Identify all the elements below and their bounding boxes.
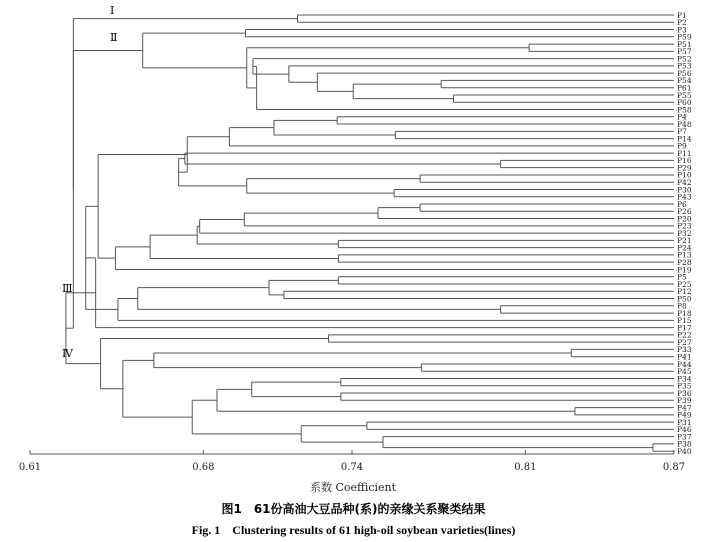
leaf-label: P27 <box>677 337 692 347</box>
leaf-label: P21 <box>677 236 692 246</box>
x-tick-label: 0.81 <box>514 462 537 473</box>
dendrogram-branches <box>66 15 674 451</box>
leaf-label: P20 <box>677 214 692 224</box>
leaf-label: P51 <box>677 39 692 49</box>
leaf-labels <box>677 11 692 456</box>
leaf-label: P12 <box>677 287 692 297</box>
group-label: Ⅲ <box>62 282 73 295</box>
leaf-label: P23 <box>677 221 692 231</box>
leaf-label: P52 <box>677 54 692 64</box>
leaf-label: P32 <box>677 228 692 238</box>
leaf-label: P37 <box>677 432 692 442</box>
leaf-label: P49 <box>677 410 692 420</box>
leaf-label: P28 <box>677 257 692 267</box>
leaf-label: P29 <box>677 163 692 173</box>
leaf-label: P24 <box>677 243 692 253</box>
leaf-label: P14 <box>677 134 692 144</box>
leaf-label: P16 <box>677 156 692 166</box>
x-tick-label: 0.68 <box>192 462 215 473</box>
x-axis <box>19 450 685 473</box>
leaf-label: P54 <box>677 76 692 86</box>
leaf-label: P56 <box>677 68 692 78</box>
leaf-label: P6 <box>677 199 687 209</box>
leaf-label: P13 <box>677 250 692 260</box>
leaf-label: P31 <box>677 417 692 427</box>
leaf-label: P34 <box>677 374 692 384</box>
leaf-label: P36 <box>677 388 692 398</box>
leaf-label: P35 <box>677 381 692 391</box>
leaf-label: P57 <box>677 47 692 57</box>
leaf-label: P26 <box>677 207 692 217</box>
leaf-label: P50 <box>677 294 692 304</box>
leaf-label: P47 <box>677 403 692 413</box>
figure-caption-chinese: 图1 61份高油大豆品种(系)的亲缘关系聚类结果 <box>221 502 486 516</box>
leaf-label: P19 <box>677 265 692 275</box>
leaf-label: P5 <box>677 272 687 282</box>
leaf-label: P1 <box>677 10 687 20</box>
leaf-label: P38 <box>677 439 692 449</box>
cluster-group-labels <box>62 4 117 360</box>
leaf-label: P48 <box>677 119 692 129</box>
leaf-label: P17 <box>677 323 692 333</box>
leaf-label: P18 <box>677 308 692 318</box>
x-tick-label: 0.74 <box>340 462 364 473</box>
group-label: Ⅱ <box>110 31 118 44</box>
leaf-label: P4 <box>677 112 687 122</box>
leaf-label: P42 <box>677 178 692 188</box>
leaf-label: P9 <box>677 141 687 151</box>
leaf-label: P2 <box>677 18 687 28</box>
leaf-label: P11 <box>677 148 692 158</box>
leaf-label: P59 <box>677 32 692 42</box>
leaf-label: P3 <box>677 25 687 35</box>
leaf-label: P39 <box>677 396 692 406</box>
x-tick-label: 0.87 <box>662 462 686 473</box>
group-label: Ⅰ <box>110 4 115 17</box>
group-label: Ⅳ <box>62 347 73 360</box>
x-axis-title: 系数 Coefficient <box>309 481 397 494</box>
leaf-label: P30 <box>677 185 692 195</box>
leaf-label: P22 <box>677 330 692 340</box>
leaf-label: P33 <box>677 345 692 355</box>
leaf-label: P7 <box>677 127 687 137</box>
leaf-label: P61 <box>677 83 692 93</box>
leaf-label: P15 <box>677 316 692 326</box>
x-tick-label: 0.61 <box>18 462 42 473</box>
leaf-label: P41 <box>677 352 692 362</box>
leaf-label: P44 <box>677 359 692 369</box>
figure-caption-english: Fig. 1 Clustering results of 61 high-oil soybean varieties(lines) <box>191 523 516 537</box>
leaf-label: P25 <box>677 279 692 289</box>
leaf-label: P60 <box>677 98 692 108</box>
leaf-label: P40 <box>677 447 692 456</box>
leaf-label: P58 <box>677 105 692 115</box>
leaf-label: P55 <box>677 90 692 100</box>
leaf-label: P43 <box>677 192 692 202</box>
leaf-label: P10 <box>677 170 692 180</box>
leaf-label: P53 <box>677 61 692 71</box>
leaf-label: P45 <box>677 367 692 377</box>
leaf-label: P46 <box>677 425 692 435</box>
leaf-label: P8 <box>677 301 687 311</box>
